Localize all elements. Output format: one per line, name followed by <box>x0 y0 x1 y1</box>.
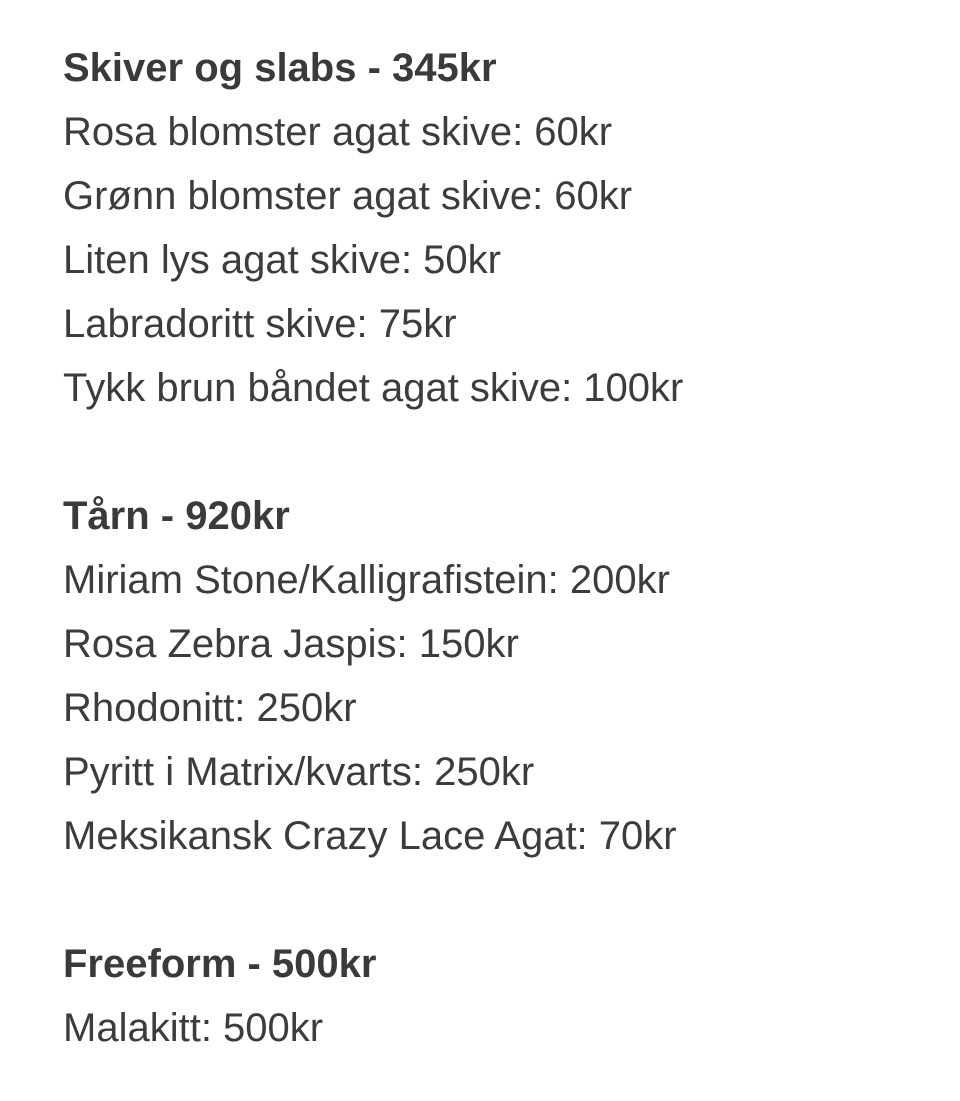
section-heading: Tårn - 920kr <box>63 494 290 538</box>
list-item: Rhodonitt: 250kr <box>63 686 357 730</box>
list-item: Labradoritt skive: 75kr <box>63 302 457 346</box>
section-heading: Skiver og slabs - 345kr <box>63 46 497 90</box>
list-item: Pyritt i Matrix/kvarts: 250kr <box>63 750 535 794</box>
section-heading: Freeform - 500kr <box>63 942 377 986</box>
list-item: Tykk brun båndet agat skive: 100kr <box>63 366 684 410</box>
section-freeform <box>63 932 943 1060</box>
list-item: Grønn blomster agat skive: 60kr <box>63 174 633 218</box>
list-item: Rosa blomster agat skive: 60kr <box>63 110 613 154</box>
section-skiver-og-slabs <box>63 36 943 420</box>
list-item: Malakitt: 500kr <box>63 1006 324 1050</box>
price-list-note <box>63 36 943 1060</box>
section-taarn <box>63 484 943 868</box>
list-item: Liten lys agat skive: 50kr <box>63 238 501 282</box>
list-item: Rosa Zebra Jaspis: 150kr <box>63 622 519 666</box>
list-item: Miriam Stone/Kalligrafistein: 200kr <box>63 558 670 602</box>
list-item: Meksikansk Crazy Lace Agat: 70kr <box>63 814 677 858</box>
